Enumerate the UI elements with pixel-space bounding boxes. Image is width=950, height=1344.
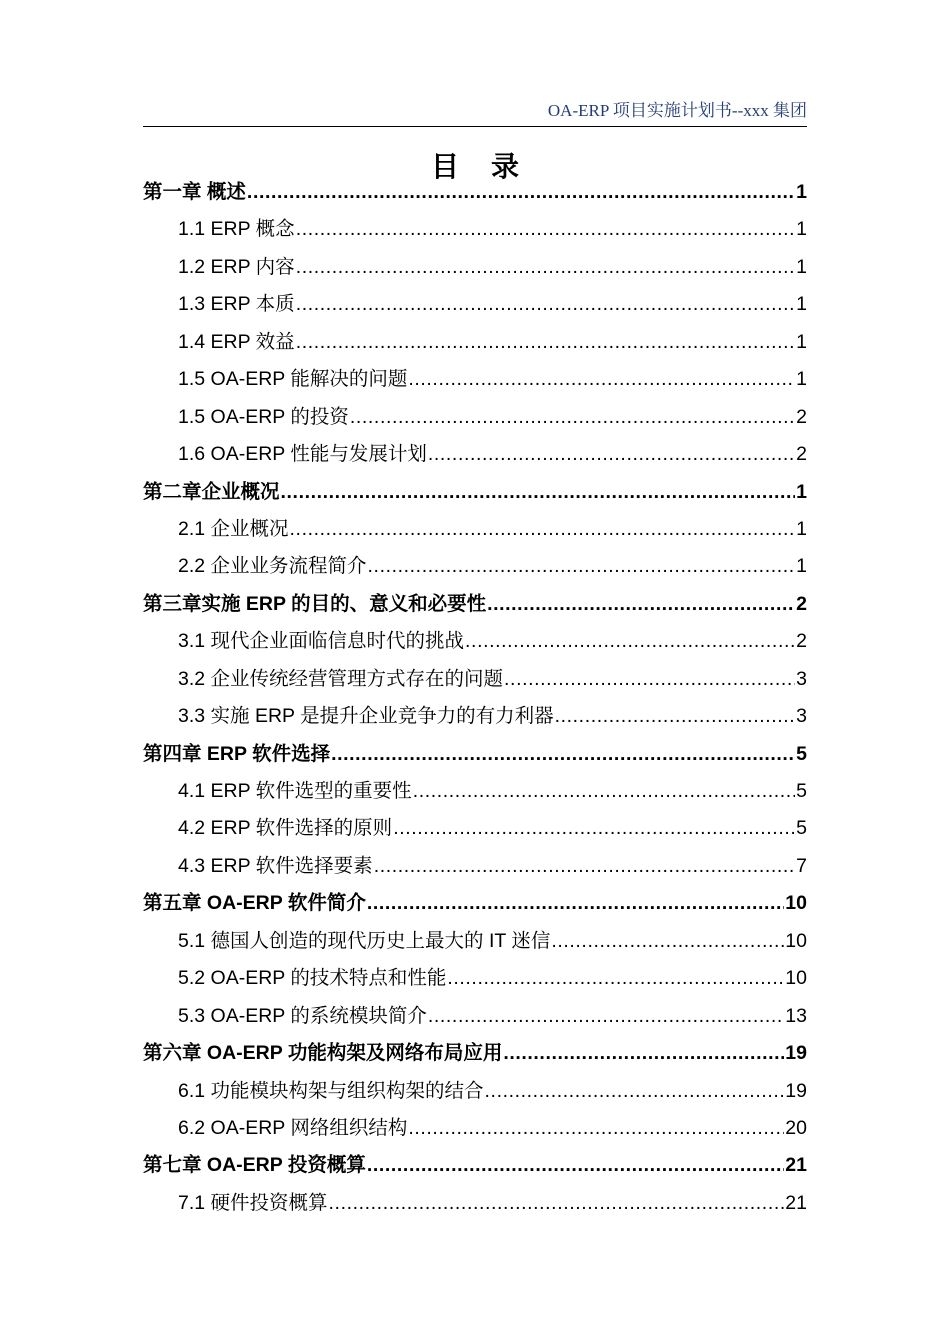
toc-section-entry[interactable] bbox=[143, 436, 807, 473]
table-of-contents bbox=[143, 174, 807, 1222]
toc-entry-label: 2.1 企业概况 bbox=[178, 517, 289, 540]
toc-section-entry[interactable] bbox=[143, 661, 807, 698]
toc-section-entry[interactable] bbox=[143, 1110, 807, 1147]
toc-entry-label: 5.3 OA-ERP 的系统模块简介 bbox=[178, 1004, 427, 1027]
toc-entry-label: 第六章 OA-ERP 功能构架及网络布局应用 bbox=[143, 1042, 503, 1065]
toc-dot-leader bbox=[296, 286, 795, 323]
toc-entry-label: 第七章 OA-ERP 投资概算 bbox=[143, 1154, 366, 1177]
toc-chapter-entry[interactable] bbox=[143, 586, 807, 623]
toc-entry-page-number: 1 bbox=[796, 293, 807, 316]
toc-entry-label: 第四章 ERP 软件选择 bbox=[143, 742, 331, 765]
toc-dot-leader bbox=[374, 848, 795, 885]
toc-dot-leader bbox=[428, 436, 795, 473]
toc-section-entry[interactable] bbox=[143, 810, 807, 847]
toc-entry-label: 3.3 实施 ERP 是提升企业竞争力的有力利器 bbox=[178, 705, 554, 728]
toc-dot-leader bbox=[331, 736, 795, 773]
toc-dot-leader bbox=[281, 474, 796, 511]
toc-dot-leader bbox=[447, 960, 784, 997]
toc-entry-page-number: 1 bbox=[796, 480, 807, 503]
toc-entry-label: 1.2 ERP 内容 bbox=[178, 255, 295, 278]
toc-chapter-entry[interactable] bbox=[143, 885, 807, 922]
toc-entry-page-number: 21 bbox=[785, 1191, 807, 1214]
toc-section-entry[interactable] bbox=[143, 773, 807, 810]
toc-entry-page-number: 1 bbox=[796, 330, 807, 353]
toc-entry-page-number: 7 bbox=[796, 854, 807, 877]
toc-section-entry[interactable] bbox=[143, 211, 807, 248]
toc-entry-label: 1.3 ERP 本质 bbox=[178, 293, 295, 316]
toc-entry-page-number: 5 bbox=[796, 742, 807, 765]
toc-entry-label: 1.6 OA-ERP 性能与发展计划 bbox=[178, 443, 427, 466]
toc-entry-label: 第二章企业概况 bbox=[143, 480, 280, 503]
toc-entry-page-number: 21 bbox=[785, 1154, 807, 1177]
toc-entry-page-number: 1 bbox=[796, 181, 807, 203]
toc-dot-leader bbox=[329, 1185, 785, 1222]
toc-dot-leader bbox=[296, 211, 795, 248]
toc-entry-page-number: 19 bbox=[785, 1042, 807, 1065]
toc-entry-label: 1.5 OA-ERP 能解决的问题 bbox=[178, 368, 408, 391]
toc-entry-page-number: 13 bbox=[785, 1004, 807, 1027]
toc-entry-page-number: 20 bbox=[785, 1116, 807, 1139]
toc-entry-label: 第一章 概述 bbox=[143, 181, 246, 203]
toc-entry-page-number: 1 bbox=[796, 368, 807, 391]
toc-dot-leader bbox=[290, 511, 796, 548]
toc-dot-leader bbox=[551, 923, 784, 960]
toc-entry-page-number: 5 bbox=[796, 817, 807, 840]
toc-chapter-entry[interactable] bbox=[143, 474, 807, 511]
toc-section-entry[interactable] bbox=[143, 399, 807, 436]
toc-dot-leader bbox=[393, 810, 795, 847]
toc-entry-page-number: 1 bbox=[796, 218, 807, 241]
toc-dot-leader bbox=[465, 623, 795, 660]
toc-entry-page-number: 1 bbox=[796, 555, 807, 578]
toc-entry-label: 6.2 OA-ERP 网络组织结构 bbox=[178, 1116, 408, 1139]
toc-entry-label: 1.5 OA-ERP 的投资 bbox=[178, 405, 349, 428]
toc-title: 目录 bbox=[430, 151, 551, 182]
toc-dot-leader bbox=[367, 885, 784, 922]
toc-section-entry[interactable] bbox=[143, 324, 807, 361]
toc-entry-label: 2.2 企业业务流程简介 bbox=[178, 555, 367, 578]
toc-entry-label: 5.2 OA-ERP 的技术特点和性能 bbox=[178, 967, 447, 990]
toc-section-entry[interactable] bbox=[143, 923, 807, 960]
toc-entry-label: 第三章实施 ERP 的目的、意义和必要性 bbox=[143, 592, 487, 615]
toc-chapter-entry[interactable] bbox=[143, 736, 807, 773]
toc-entry-label: 1.1 ERP 概念 bbox=[178, 218, 295, 241]
toc-entry-label: 第五章 OA-ERP 软件简介 bbox=[143, 892, 366, 915]
toc-dot-leader bbox=[503, 1035, 784, 1072]
toc-dot-leader bbox=[350, 399, 795, 436]
toc-entry-label: 7.1 硬件投资概算 bbox=[178, 1191, 328, 1214]
toc-dot-leader bbox=[367, 1147, 784, 1184]
toc-entry-label: 1.4 ERP 效益 bbox=[178, 330, 295, 353]
toc-entry-page-number: 19 bbox=[785, 1079, 807, 1102]
toc-entry-label: 4.1 ERP 软件选型的重要性 bbox=[178, 780, 412, 802]
toc-dot-leader bbox=[296, 324, 795, 361]
toc-dot-leader bbox=[296, 249, 795, 286]
toc-entry-page-number: 2 bbox=[796, 592, 807, 615]
toc-section-entry[interactable] bbox=[143, 1073, 807, 1110]
toc-entry-page-number: 2 bbox=[796, 630, 807, 653]
toc-dot-leader bbox=[408, 361, 795, 398]
toc-section-entry[interactable] bbox=[143, 511, 807, 548]
toc-entry-page-number: 1 bbox=[796, 517, 807, 540]
toc-entry-page-number: 10 bbox=[785, 892, 807, 915]
page-header bbox=[143, 100, 807, 127]
toc-dot-leader bbox=[247, 174, 795, 211]
toc-section-entry[interactable] bbox=[143, 960, 807, 997]
toc-section-entry[interactable] bbox=[143, 1185, 807, 1222]
toc-section-entry[interactable] bbox=[143, 286, 807, 323]
toc-dot-leader bbox=[408, 1110, 784, 1147]
toc-entry-page-number: 10 bbox=[785, 929, 807, 952]
toc-entry-label: 4.2 ERP 软件选择的原则 bbox=[178, 817, 393, 840]
toc-entry-label: 5.1 德国人创造的现代历史上最大的 IT 迷信 bbox=[178, 929, 551, 952]
toc-dot-leader bbox=[555, 698, 796, 735]
toc-section-entry[interactable] bbox=[143, 623, 807, 660]
toc-section-entry[interactable] bbox=[143, 361, 807, 398]
toc-entry-label: 6.1 功能模块构架与组织构架的结合 bbox=[178, 1079, 484, 1102]
toc-entry-page-number: 5 bbox=[796, 780, 807, 802]
toc-dot-leader bbox=[413, 773, 795, 810]
toc-entry-page-number: 2 bbox=[796, 443, 807, 466]
toc-entry-page-number: 1 bbox=[796, 255, 807, 278]
toc-dot-leader bbox=[504, 661, 795, 698]
toc-section-entry[interactable] bbox=[143, 548, 807, 585]
toc-chapter-entry[interactable] bbox=[143, 1035, 807, 1072]
toc-entry-label: 3.1 现代企业面临信息时代的挑战 bbox=[178, 630, 465, 653]
toc-entry-page-number: 10 bbox=[785, 967, 807, 990]
toc-dot-leader bbox=[368, 548, 796, 585]
toc-dot-leader bbox=[428, 998, 784, 1035]
toc-dot-leader bbox=[487, 586, 795, 623]
toc-entry-page-number: 2 bbox=[796, 405, 807, 428]
toc-section-entry[interactable] bbox=[143, 848, 807, 885]
toc-dot-leader bbox=[485, 1073, 785, 1110]
toc-chapter-entry[interactable] bbox=[143, 174, 807, 211]
toc-entry-label: 3.2 企业传统经营管理方式存在的问题 bbox=[178, 667, 504, 690]
toc-section-entry[interactable] bbox=[143, 698, 807, 735]
toc-entry-page-number: 3 bbox=[796, 667, 807, 690]
toc-entry-page-number: 3 bbox=[796, 705, 807, 728]
toc-section-entry[interactable] bbox=[143, 249, 807, 286]
header-title: OA-ERP 项目实施计划书--xxx 集团 bbox=[547, 101, 807, 120]
toc-entry-label: 4.3 ERP 软件选择要素 bbox=[178, 854, 373, 877]
toc-chapter-entry[interactable] bbox=[143, 1147, 807, 1184]
toc-section-entry[interactable] bbox=[143, 998, 807, 1035]
